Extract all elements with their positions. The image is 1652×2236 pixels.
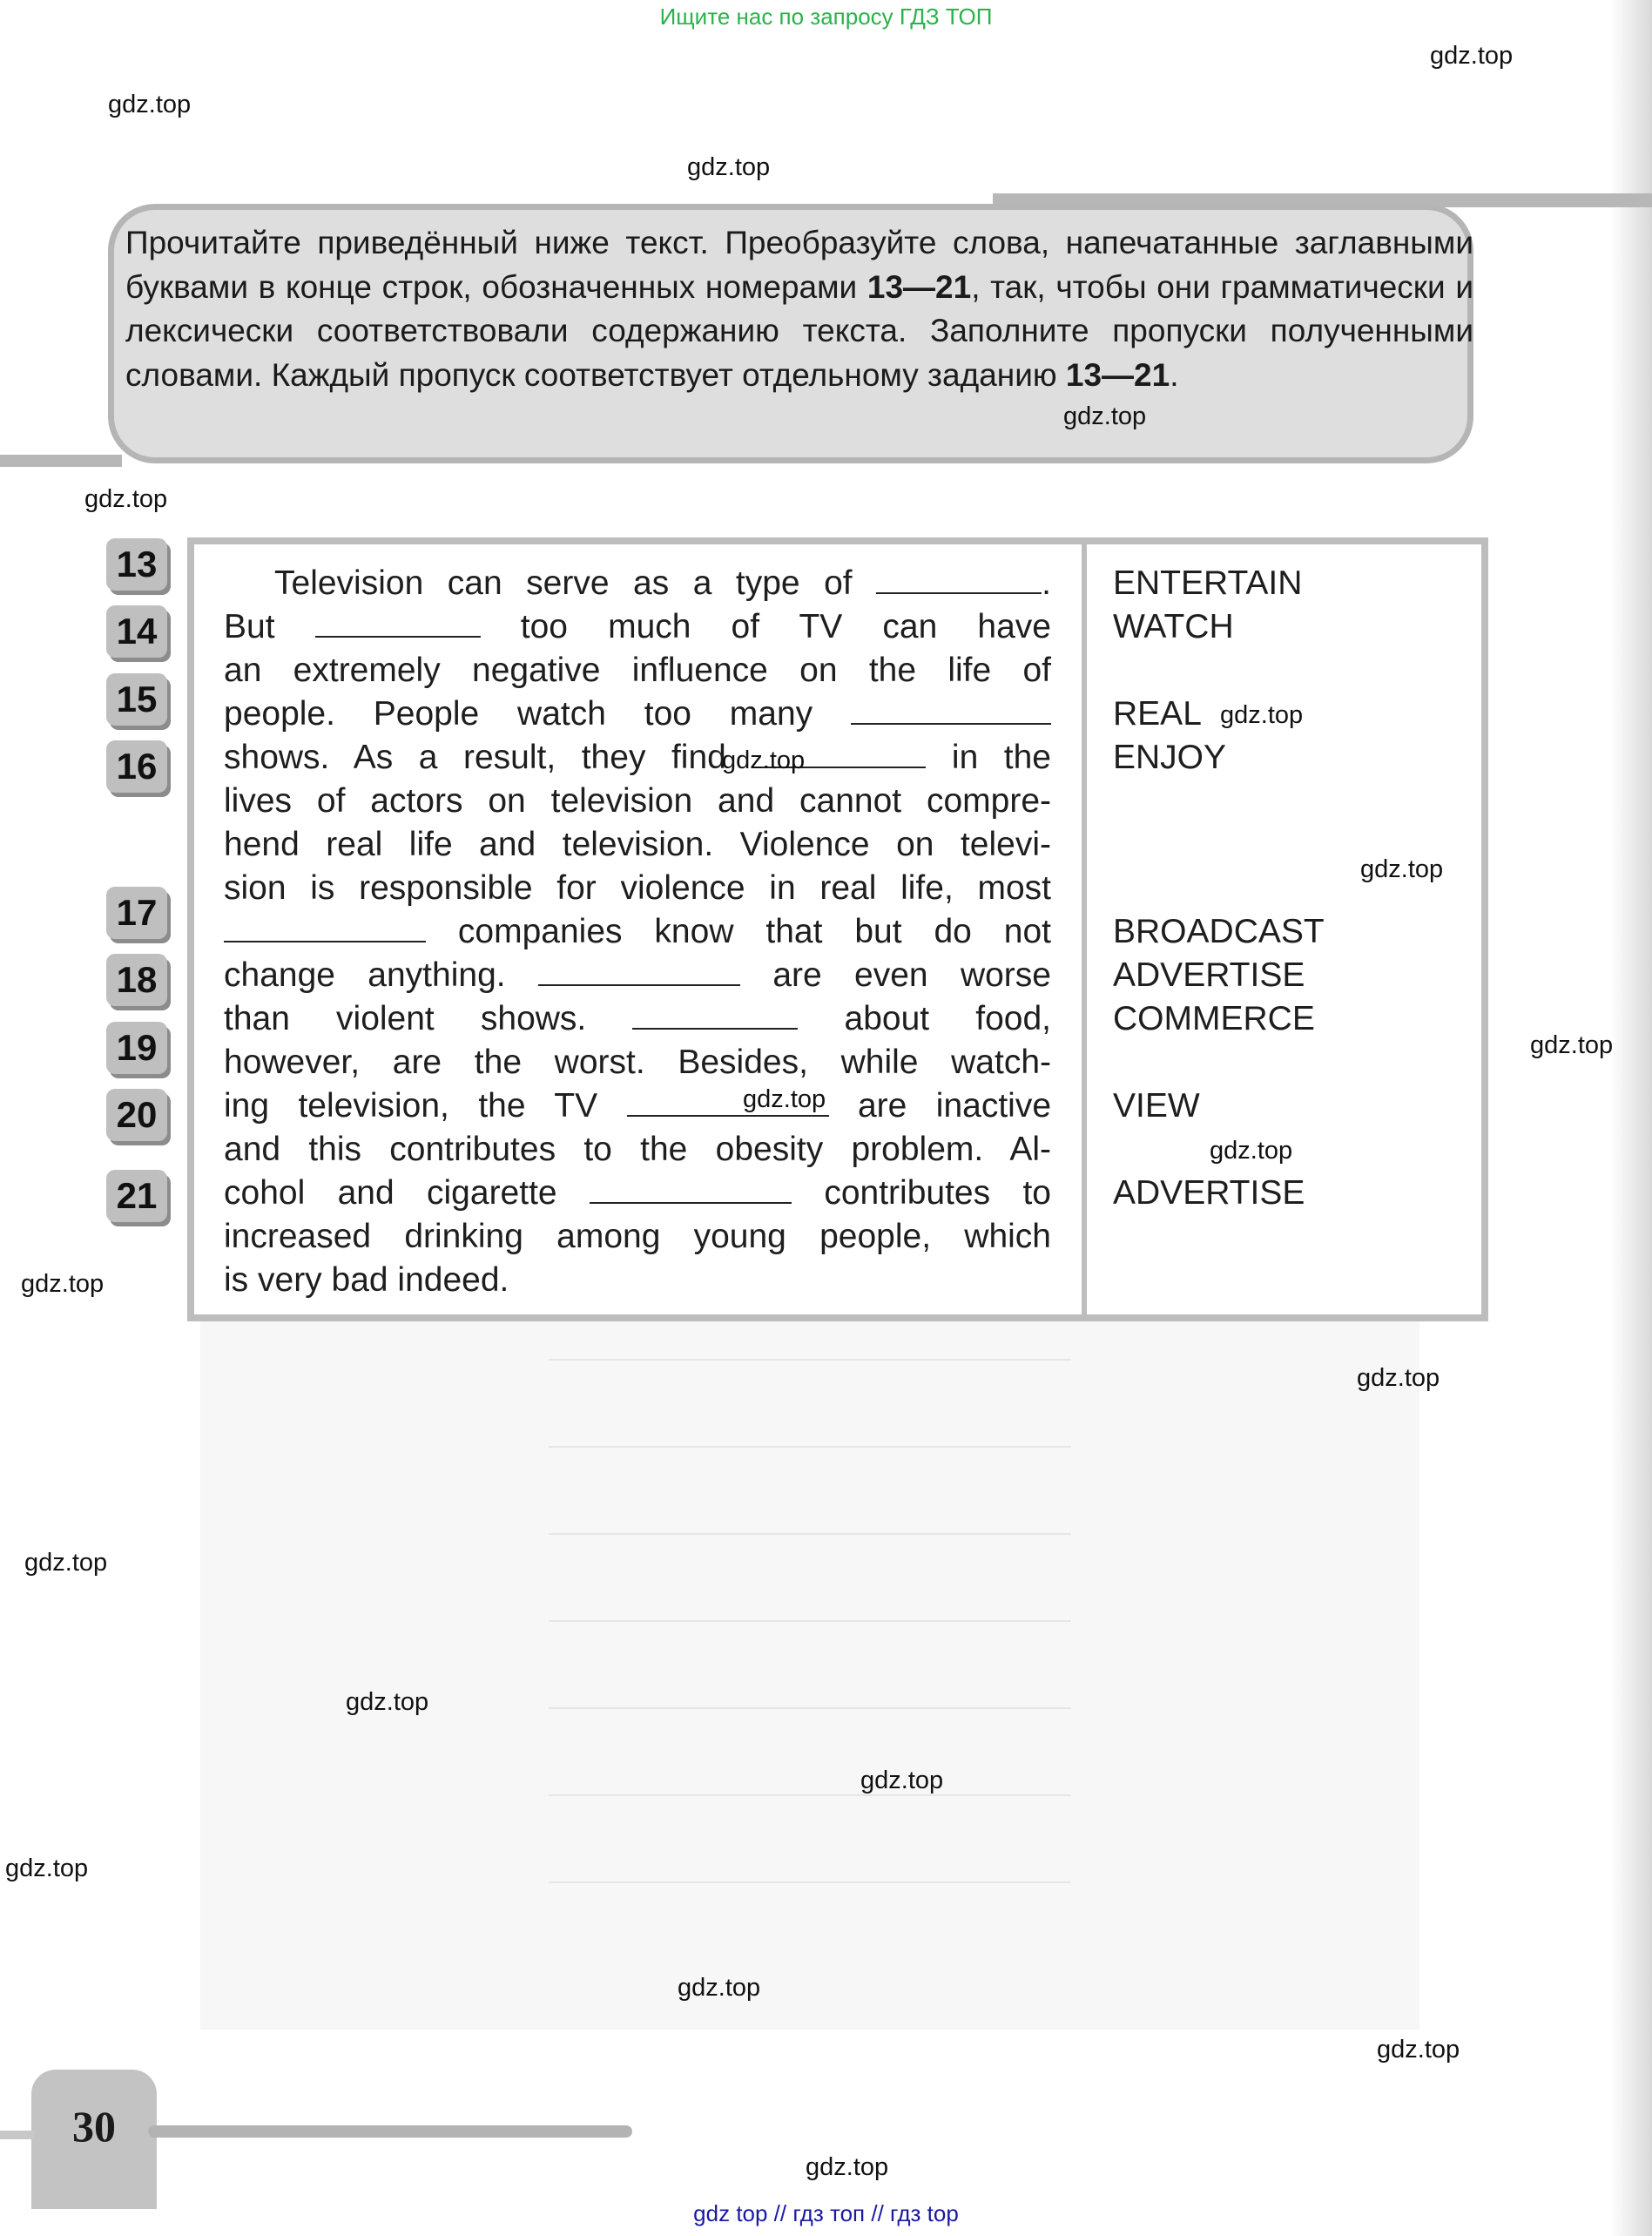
passage-line: Television can serve as a type of . (274, 564, 1051, 602)
watermark: gdz.top (1210, 1137, 1293, 1165)
column-divider (1082, 544, 1087, 1314)
passage-line: and this contributes to the obesity problem. Al- (224, 1131, 1051, 1168)
passage-line: however, are the worst. Besides, while watch- (224, 1044, 1051, 1081)
answer-blank[interactable] (315, 613, 481, 638)
passage-line: cohol and cigarette contributes to (224, 1174, 1051, 1212)
task-number: 20 (106, 1089, 167, 1141)
keyword: ENJOY (1113, 739, 1227, 776)
watermark: gdz.top (678, 1974, 761, 2002)
passage-line: ing television, the TV are inactive (224, 1087, 1052, 1125)
passage-line: is very bad indeed. (224, 1261, 509, 1299)
task-number: 16 (106, 740, 167, 793)
watermark: gdz.top (1377, 2036, 1460, 2064)
keyword: ADVERTISE (1113, 1174, 1305, 1212)
watermark: gdz.top (108, 91, 192, 118)
watermark: gdz.top (1357, 1364, 1440, 1392)
watermark: gdz.top (5, 1854, 89, 1882)
watermark: gdz.top (1063, 402, 1147, 430)
passage-line: lives of actors on television and cannot compre- (224, 782, 1051, 820)
answer-blank[interactable] (876, 570, 1042, 594)
answer-blank[interactable] (538, 962, 740, 986)
passage-line: hend real life and television. Violence on televi- (224, 826, 1051, 863)
keyword: VIEW (1113, 1087, 1200, 1125)
passage-line: increased drinking among young people, which (224, 1218, 1051, 1255)
keyword: COMMERCE (1113, 1000, 1315, 1037)
watermark: gdz.top (24, 1549, 108, 1577)
task-number: 18 (106, 954, 167, 1006)
answer-blank[interactable] (224, 918, 426, 942)
answer-blank[interactable] (851, 700, 1051, 725)
task-number: 21 (106, 1170, 167, 1222)
passage-line: companies know that but do not (224, 910, 1051, 954)
passage-line: shows. As a result, they find in the (224, 739, 1051, 776)
watermark: gdz.top (84, 485, 168, 513)
footer-bar (148, 2125, 632, 2138)
keyword: REAL (1113, 695, 1202, 733)
passage-line: change anything. are even worse (224, 956, 1051, 994)
top-banner[interactable]: Ищите нас по запросу ГДЗ ТОП (659, 3, 993, 30)
answer-blank[interactable] (632, 1005, 798, 1030)
task-number: 14 (106, 605, 167, 658)
watermark: gdz.top (743, 1085, 826, 1113)
watermark: gdz.top (722, 746, 806, 774)
decorative-rail (0, 455, 122, 467)
watermark: gdz.top (346, 1688, 429, 1716)
passage-line: an extremely negative influence on the life of (224, 652, 1051, 689)
watermark: gdz.top (1530, 1031, 1614, 1059)
page-edge (1610, 0, 1652, 2236)
bleed-through-text (200, 1280, 1419, 2030)
watermark: gdz.top (21, 1270, 105, 1298)
passage-line: sion is responsible for violence in real life, most (224, 869, 1051, 907)
watermark: gdz.top (1430, 42, 1514, 70)
keyword: ADVERTISE (1113, 956, 1305, 994)
keyword: BROADCAST (1113, 913, 1325, 950)
keyword: ENTERTAIN (1113, 564, 1303, 602)
footer-bar (0, 2131, 35, 2139)
keyword: WATCH (1113, 608, 1234, 645)
footer-links[interactable]: gdz top // гдз топ // гдз top (693, 2200, 959, 2226)
passage-line: than violent shows. about food, (224, 1000, 1051, 1037)
task-number: 17 (106, 887, 167, 939)
page-number: 30 (72, 2102, 116, 2151)
watermark: gdz.top (687, 153, 771, 181)
answer-blank[interactable] (590, 1179, 792, 1204)
passage-line: But too much of TV can have (224, 608, 1051, 645)
watermark: gdz.top (1360, 855, 1444, 883)
task-number: 15 (106, 673, 167, 726)
passage-line: people. People watch too many (224, 692, 1051, 736)
watermark: gdz.top (1220, 701, 1304, 729)
instruction-text: Прочитайте приведённый ниже текст. Преобразуйте слова, напечатанные заглавными буквами в конце строк, обозначенных номерами 13—21, так, чтобы они грамматически и лексически соответствовали содержанию текста. Заполните пропуски полученными словами. Каждый пропуск соответствует отдельному заданию 13—21. (125, 225, 1473, 393)
watermark: gdz.top (860, 1767, 944, 1794)
watermark: gdz.top (806, 2153, 889, 2181)
task-number: 19 (106, 1022, 167, 1074)
task-number: 13 (106, 538, 167, 591)
